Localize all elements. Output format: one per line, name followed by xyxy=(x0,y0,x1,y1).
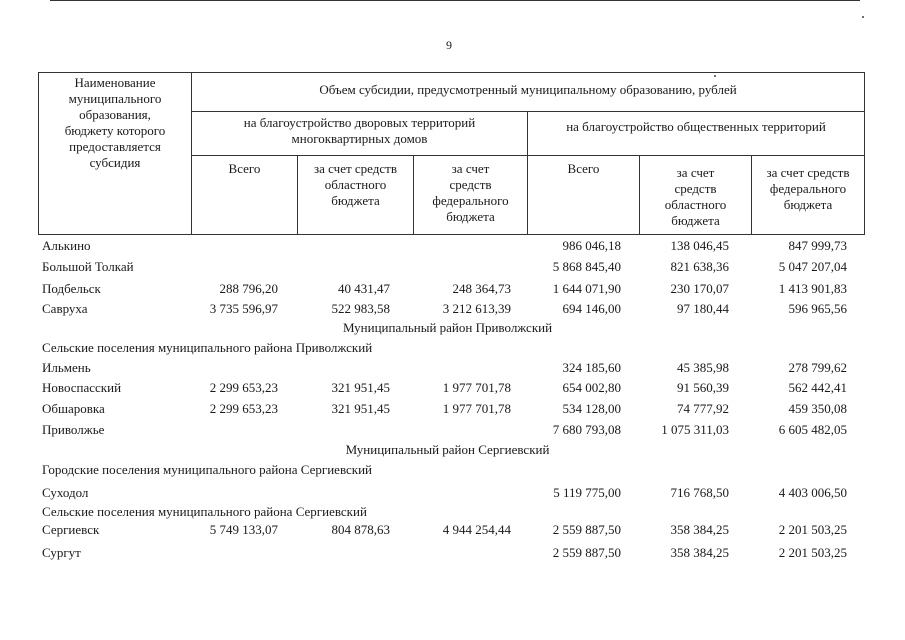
cell-public-regional: 91 560,39 xyxy=(677,380,729,395)
cell-public-federal: 1 413 901,83 xyxy=(778,281,847,296)
cell-public-regional: 230 170,07 xyxy=(670,281,729,296)
settlement-heading: Сельские поселения муниципального района Сергиевский xyxy=(42,504,367,519)
cell-yard-regional: 522 983,58 xyxy=(331,301,390,316)
cell-yard-federal: 3 212 613,39 xyxy=(442,301,511,316)
cell-public-federal: 4 403 006,50 xyxy=(778,485,847,500)
cell-public-total: 5 119 775,00 xyxy=(553,485,621,500)
top-border-line xyxy=(50,0,860,1)
cell-public-federal: 278 799,62 xyxy=(788,360,847,375)
cell-public-federal: 562 442,41 xyxy=(788,380,847,395)
cell-yard-total: 5 749 133,07 xyxy=(209,522,278,537)
table-row xyxy=(0,543,905,563)
cell-public-total: 7 680 793,08 xyxy=(552,422,621,437)
cell-yard-federal: 1 977 701,78 xyxy=(442,380,511,395)
row-name: Ильмень xyxy=(42,360,91,375)
row-name: Обшаровка xyxy=(42,401,105,416)
cell-public-total: 1 644 071,90 xyxy=(552,281,621,296)
header-total-yard: Всего xyxy=(228,161,261,176)
cell-yard-federal: 248 364,73 xyxy=(452,281,511,296)
cell-yard-total: 288 796,20 xyxy=(219,281,278,296)
header-volume: Объем субсидии, предусмотренный муниципальному образованию, рублей xyxy=(319,82,737,97)
header-total-public: Всего xyxy=(567,161,600,176)
cell-public-regional: 716 768,50 xyxy=(670,485,729,500)
cell-yard-total: 2 299 653,23 xyxy=(209,401,278,416)
page-number: 9 xyxy=(446,38,452,52)
district-heading: Муниципальный район Сергиевский xyxy=(345,442,550,457)
table-row xyxy=(0,378,905,398)
cell-public-regional: 97 180,44 xyxy=(677,301,729,316)
cell-yard-total: 2 299 653,23 xyxy=(209,380,278,395)
header-federal-yard: за счет средств федерального бюджета xyxy=(432,161,509,224)
cell-public-federal: 847 999,73 xyxy=(788,238,847,253)
cell-public-total: 5 868 845,40 xyxy=(552,259,621,274)
cell-public-federal: 5 047 207,04 xyxy=(778,259,847,274)
cell-public-federal: 459 350,08 xyxy=(788,401,847,416)
cell-public-regional: 358 384,25 xyxy=(670,545,729,560)
row-name: Большой Толкай xyxy=(42,259,134,274)
cell-yard-regional: 321 951,45 xyxy=(331,380,390,395)
cell-yard-federal: 4 944 254,44 xyxy=(442,522,511,537)
table-row xyxy=(0,399,905,419)
header-group-yard: на благоустройство дворовых территорий многоквартирных домов xyxy=(243,115,476,146)
cell-yard-federal: 1 977 701,78 xyxy=(442,401,511,416)
cell-public-total: 2 559 887,50 xyxy=(552,545,621,560)
district-heading: Муниципальный район Приволжский xyxy=(342,320,553,335)
table-row xyxy=(0,483,905,503)
cell-public-regional: 1 075 311,03 xyxy=(661,422,729,437)
table-row xyxy=(0,420,905,440)
header-name-column: Наименование муниципального образования, бюджету которого предоставляется субсидия xyxy=(64,75,166,170)
cell-public-federal: 2 201 503,25 xyxy=(778,545,847,560)
cell-public-regional: 138 046,45 xyxy=(670,238,729,253)
cell-public-total: 2 559 887,50 xyxy=(552,522,621,537)
row-name: Суходол xyxy=(42,485,89,500)
cell-yard-total: 3 735 596,97 xyxy=(209,301,278,316)
cell-yard-regional: 321 951,45 xyxy=(331,401,390,416)
table-row xyxy=(0,299,905,319)
cell-public-regional: 74 777,92 xyxy=(677,401,729,416)
header-federal-public: за счет средств федерального бюджета xyxy=(766,165,850,212)
row-name: Алькино xyxy=(42,238,91,253)
row-name: Сургут xyxy=(42,545,81,560)
row-name: Подбельск xyxy=(42,281,101,296)
cell-public-total: 654 002,80 xyxy=(562,380,621,395)
table-row xyxy=(0,236,905,256)
row-name: Приволжье xyxy=(42,422,105,437)
settlement-heading: Городские поселения муниципального района Сергиевский xyxy=(42,462,373,477)
settlement-heading: Сельские поселения муниципального района Приволжский xyxy=(42,340,373,355)
table-row xyxy=(0,279,905,299)
cell-yard-regional: 804 878,63 xyxy=(331,522,390,537)
cell-public-regional: 821 638,36 xyxy=(670,259,729,274)
header-regional-public: за счет средств областного бюджета xyxy=(664,165,727,228)
row-name: Новоспасский xyxy=(42,380,122,395)
header-group-public: на благоустройство общественных территорий xyxy=(566,119,826,134)
row-name: Савруха xyxy=(42,301,88,316)
table-header xyxy=(38,72,865,235)
cell-public-regional: 358 384,25 xyxy=(670,522,729,537)
cell-public-federal: 2 201 503,25 xyxy=(778,522,847,537)
table-row xyxy=(0,257,905,277)
header-regional-yard: за счет средств областного бюджета xyxy=(314,161,397,208)
cell-public-federal: 596 965,56 xyxy=(788,301,847,316)
cell-public-total: 534 128,00 xyxy=(562,401,621,416)
table-row xyxy=(0,358,905,378)
cell-public-total: 986 046,18 xyxy=(562,238,621,253)
cell-yard-regional: 40 431,47 xyxy=(338,281,390,296)
cell-public-regional: 45 385,98 xyxy=(677,360,729,375)
row-name: Сергиевск xyxy=(42,522,100,537)
cell-public-total: 694 146,00 xyxy=(562,301,621,316)
table-row xyxy=(0,520,905,540)
cell-public-federal: 6 605 482,05 xyxy=(778,422,847,437)
scan-speck xyxy=(862,16,864,18)
cell-public-total: 324 185,60 xyxy=(562,360,621,375)
